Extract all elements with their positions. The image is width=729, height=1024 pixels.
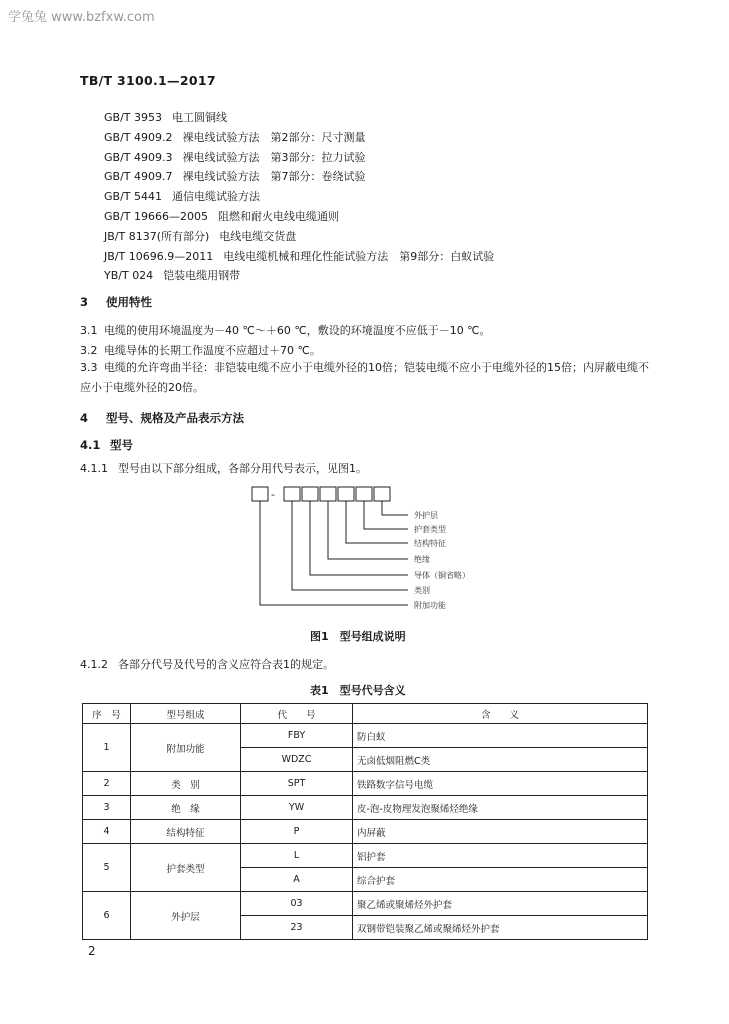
reference-code: GB/T 4909.2	[104, 130, 173, 144]
leader-line	[328, 501, 408, 559]
cell-part: 结构特征	[131, 820, 241, 844]
cell-code: WDZC	[241, 748, 353, 772]
cell-code: A	[241, 868, 353, 892]
reference-title: 裸电线试验方法 第3部分：拉力试验	[182, 150, 366, 164]
cell-part: 附加功能	[131, 724, 241, 772]
cell-meaning: 综合护套	[353, 868, 648, 892]
diagram-box-additional-function	[252, 487, 268, 501]
table-header-row	[83, 704, 648, 724]
reference-code: GB/T 5441	[104, 190, 162, 204]
diagram-box-structure	[338, 487, 354, 501]
diagram-box-sheath	[356, 487, 372, 501]
table-row	[83, 892, 648, 916]
cell-code: L	[241, 844, 353, 868]
table-row	[83, 796, 648, 820]
diagram-label-category: 类别	[414, 586, 430, 595]
reference-code: GB/T 4909.3	[104, 150, 173, 164]
diagram-label-outer-layer: 外护层	[414, 511, 438, 520]
table-row	[83, 772, 648, 796]
reference-title: 电线电缆机械和理化性能试验方法 第9部分：白蚁试验	[223, 249, 495, 263]
clause-3-1	[80, 322, 491, 338]
diagram-dash: -	[271, 488, 275, 501]
table-row	[83, 820, 648, 844]
section-title: 型号	[110, 438, 133, 452]
clause-text: 型号由以下部分组成，各部分用代号表示，见图1。	[118, 462, 367, 475]
cell-code: 03	[241, 892, 353, 916]
cell-part: 类 别	[131, 772, 241, 796]
reference-code: YB/T 024	[104, 269, 154, 283]
watermark: 学兔兔 www.bzfxw.com	[8, 10, 155, 25]
reference-code: JB/T 8137(所有部分)	[104, 229, 210, 243]
standard-id-header: TB/T 3100.1—2017	[80, 73, 216, 88]
clause-4-1-1	[80, 460, 367, 476]
reference-code: GB/T 19666—2005	[104, 210, 208, 223]
cell-code: 23	[241, 916, 353, 940]
cell-no: 3	[83, 796, 131, 820]
model-code-table	[82, 703, 648, 940]
cell-part: 护套类型	[131, 844, 241, 892]
section-4-1-heading	[80, 437, 133, 453]
diagram-label-conductor: 导体（铜省略）	[414, 571, 470, 580]
reference-item	[104, 149, 365, 165]
section-number: 3	[80, 295, 89, 309]
clause-3-3	[80, 358, 655, 398]
header-no: 序 号	[83, 704, 131, 724]
reference-item	[104, 208, 339, 224]
diagram-label-sheath-type: 护套类型	[414, 525, 446, 534]
reference-title: 通信电缆试验方法	[172, 190, 260, 204]
reference-title: 裸电线试验方法 第2部分：尺寸测量	[182, 130, 366, 144]
clause-text: 各部分代号及代号的含义应符合表1的规定。	[118, 658, 334, 671]
section-title: 型号、规格及产品表示方法	[106, 411, 244, 425]
reference-item	[104, 248, 494, 264]
table-row	[83, 844, 648, 868]
diagram-box-category	[284, 487, 300, 501]
figure-caption: 图1 型号组成说明	[310, 630, 406, 643]
reference-item	[104, 267, 240, 283]
cell-no: 6	[83, 892, 131, 940]
leader-line	[382, 501, 408, 515]
clause-3-2	[80, 342, 321, 358]
cell-part: 绝 缘	[131, 796, 241, 820]
cell-meaning: 铁路数字信号电缆	[353, 772, 648, 796]
cell-code: YW	[241, 796, 353, 820]
table-row	[83, 724, 648, 748]
reference-item	[104, 168, 365, 184]
reference-title: 铠装电缆用钢带	[163, 269, 241, 283]
reference-item	[104, 109, 227, 125]
clause-number: 4.1.2	[80, 658, 108, 671]
cell-code: SPT	[241, 772, 353, 796]
section-4-heading	[80, 410, 244, 426]
reference-item	[104, 129, 365, 145]
leader-line	[346, 501, 408, 543]
diagram-label-insulation: 绝缘	[414, 555, 430, 564]
cell-meaning: 铝护套	[353, 844, 648, 868]
clause-text: 电缆的使用环境温度为－40 ℃～＋60 ℃，敷设的环境温度不应低于－10 ℃。	[104, 324, 491, 337]
section-number: 4	[80, 411, 89, 425]
clause-text: 电缆导体的长期工作温度不应超过＋70 ℃。	[104, 344, 321, 357]
section-number: 4.1	[80, 438, 101, 452]
cell-no: 4	[83, 820, 131, 844]
cell-no: 5	[83, 844, 131, 892]
cell-meaning: 聚乙烯或聚烯烃外护套	[353, 892, 648, 916]
diagram-box-conductor	[302, 487, 318, 501]
reference-item	[104, 228, 296, 244]
cell-meaning: 皮-泡-皮物理发泡聚烯烃绝缘	[353, 796, 648, 820]
clause-text: 电缆的允许弯曲半径：非铠装电缆不应小于电缆外径的10倍；铠装电缆不应小于电缆外径的15倍；内屏蔽电缆不应小于电缆外径的20倍。	[80, 361, 649, 394]
header-meaning: 含 义	[353, 704, 648, 724]
cell-no: 2	[83, 772, 131, 796]
section-3-heading	[80, 294, 152, 310]
cell-no: 1	[83, 724, 131, 772]
diagram-label-additional-function: 附加功能	[414, 601, 446, 610]
leader-line	[292, 501, 408, 590]
cell-meaning: 无卤低烟阻燃C类	[353, 748, 648, 772]
clause-number: 4.1.1	[80, 462, 108, 475]
reference-title: 裸电线试验方法 第7部分：卷绕试验	[182, 170, 366, 184]
clause-number: 3.2	[80, 344, 98, 357]
reference-title: 阻燃和耐火电线电缆通则	[217, 210, 339, 223]
cell-meaning: 内屏蔽	[353, 820, 648, 844]
cell-meaning: 双钢带铠装聚乙烯或聚烯烃外护套	[353, 916, 648, 940]
leader-line	[260, 501, 408, 605]
clause-number: 3.1	[80, 324, 98, 337]
diagram-box-outer-layer	[374, 487, 390, 501]
model-composition-diagram	[250, 485, 480, 615]
table-caption: 表1 型号代号含义	[310, 684, 406, 697]
reference-code: JB/T 10696.9—2011	[104, 249, 214, 263]
cell-meaning: 防白蚁	[353, 724, 648, 748]
page-number: 2	[88, 944, 96, 958]
header-part: 型号组成	[131, 704, 241, 724]
section-title: 使用特性	[106, 295, 152, 309]
clause-number: 3.3	[80, 361, 98, 374]
diagram-box-insulation	[320, 487, 336, 501]
header-code: 代 号	[241, 704, 353, 724]
clause-4-1-2	[80, 656, 334, 672]
diagram-label-structure: 结构特征	[414, 539, 446, 548]
table-body	[83, 724, 648, 940]
reference-item	[104, 188, 260, 204]
cell-code: P	[241, 820, 353, 844]
cell-code: FBY	[241, 724, 353, 748]
reference-code: GB/T 3953	[104, 111, 162, 124]
leader-line	[310, 501, 408, 575]
cell-part: 外护层	[131, 892, 241, 940]
reference-title: 电线电缆交货盘	[219, 229, 297, 243]
reference-title: 电工圆铜线	[172, 111, 227, 124]
reference-code: GB/T 4909.7	[104, 170, 173, 184]
